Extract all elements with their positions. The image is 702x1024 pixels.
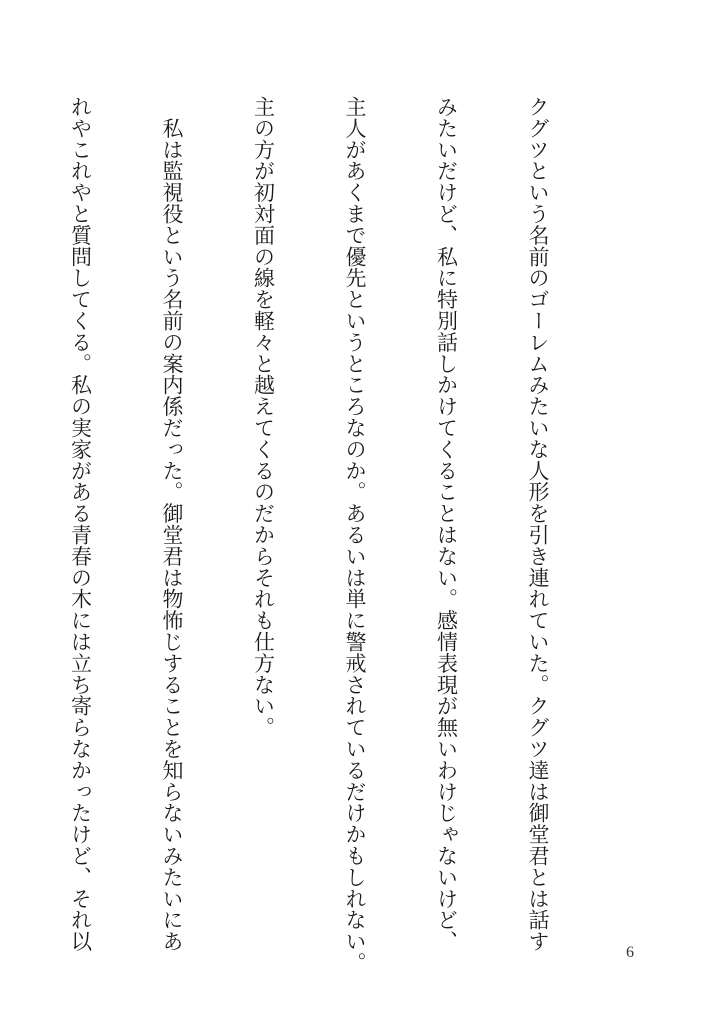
text-line-4: 主の方が初対面の線を軽々と越えてくるのだからそれも仕方ない。 <box>251 96 276 738</box>
text-line-7 <box>0 96 4 936</box>
text-line-3: 主人があくまで優先というところなのか。あるいは単に警戒されているだけかもしれない。 <box>343 96 367 974</box>
vertical-text-body <box>0 96 614 974</box>
text-line-1: クグツという名前のゴーレムみたいな人形を引き連れていた。クグツ達は御堂君とは話す <box>526 96 550 952</box>
page-number: 6 <box>626 944 634 961</box>
text-line-5: 私は監視役という名前の案内係だった。御堂君は物怖じすることを知らないみたいにあ <box>160 96 184 952</box>
text-line-6: れやこれやと質問してくる。私の実家がある青春の木には立ち寄らなかったけど、それ以 <box>68 96 93 952</box>
text-line-2: みたいだけど、私に特別話しかけてくることはない。感情表現が無いわけじゃないけど、 <box>434 96 459 952</box>
